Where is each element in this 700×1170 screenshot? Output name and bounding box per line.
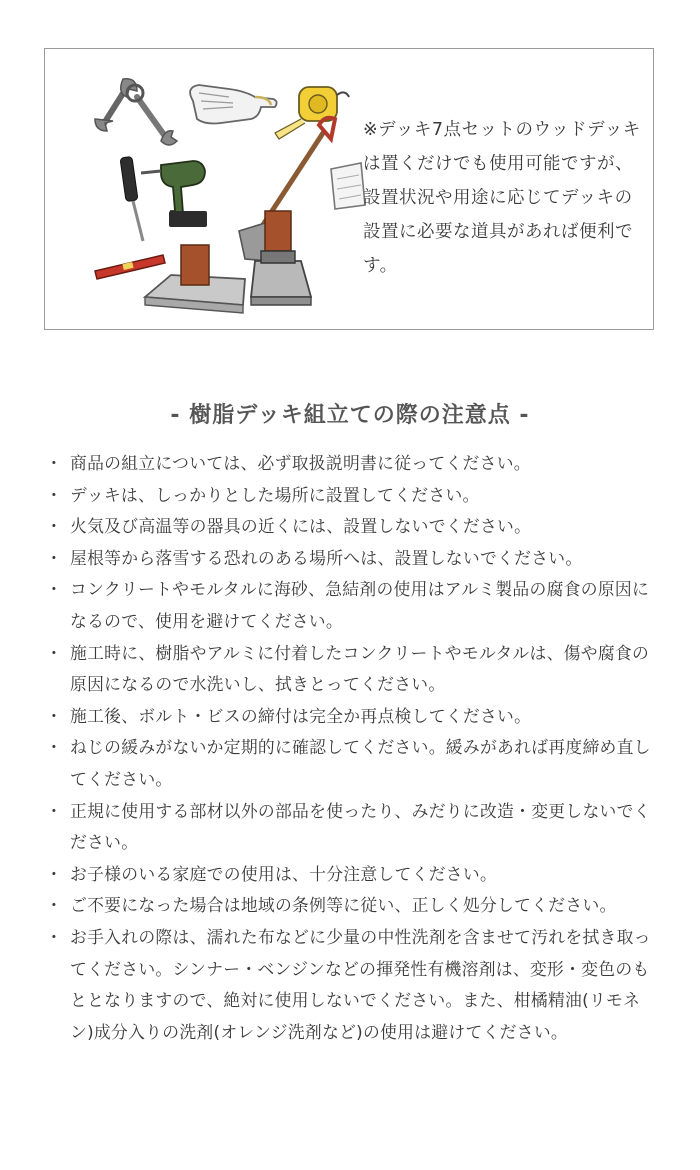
caution-item xyxy=(44,543,656,575)
caution-list xyxy=(44,448,656,1048)
caution-item-text: 商品の組立については、必ず取扱説明書に従ってください。 xyxy=(70,453,531,473)
tape-measure-icon xyxy=(275,87,349,139)
bullet-mark: ・ xyxy=(45,547,63,568)
caution-item-text: 施工時に、樹脂やアルミに付着したコンクリートやモルタルは、傷や腐食の原因になるので水洗いし、拭きとってください。 xyxy=(70,642,650,695)
spanner-icon xyxy=(127,85,177,145)
caution-item-text: デッキは、しっかりとした場所に設置してください。 xyxy=(70,484,480,505)
caution-item xyxy=(44,701,656,733)
sandpaper-icon xyxy=(331,163,365,209)
tools-note: ※デッキ7点セットのウッドデッキは置くだけでも使用可能ですが、設置状況や用途に応じてデッキの設置に必要な道具があれば便利です。 xyxy=(363,120,641,276)
caution-item xyxy=(44,638,656,701)
section-title: - 樹脂デッキ組立ての際の注意点 - xyxy=(170,403,530,428)
caution-item xyxy=(44,511,656,543)
caution-item xyxy=(44,859,656,891)
caution-item-text: お子様のいる家庭での使用は、十分注意してください。 xyxy=(70,863,498,884)
caution-item-text: コンクリートやモルタルに海砂、急結剤の使用はアルミ製品の腐食の原因になるので、使用を避けてください。 xyxy=(70,579,650,631)
caution-item xyxy=(44,732,656,795)
bullet-mark: ・ xyxy=(45,642,63,663)
caution-item-text: 施工後、ボルト・ビスの締付は完全か再点検してください。 xyxy=(70,705,532,726)
bullet-mark: ・ xyxy=(45,895,63,916)
bullet-mark: ・ xyxy=(45,705,63,726)
caution-item xyxy=(44,448,656,480)
spirit-level-icon xyxy=(95,255,165,279)
caution-item-text: 火気及び高温等の器具の近くには、設置しないでください。 xyxy=(70,516,532,537)
bullet-mark: ・ xyxy=(45,863,63,884)
caution-item-text: ご不要になった場合は地域の条例等に従い、正しく処分してください。 xyxy=(70,895,617,916)
bullet-mark: ・ xyxy=(45,484,63,505)
bullet-mark: ・ xyxy=(45,926,63,947)
caution-item xyxy=(44,922,656,1048)
bullet-mark: ・ xyxy=(45,516,63,537)
caution-item-text: 正規に使用する部材以外の部品を使ったり、みだりに改造・変更しないでください。 xyxy=(70,800,651,853)
caution-item xyxy=(44,574,656,637)
bullet-mark: ・ xyxy=(45,453,63,473)
screwdriver-icon xyxy=(120,156,143,241)
power-drill-icon xyxy=(141,161,207,227)
caution-item xyxy=(44,480,656,512)
tools-panel xyxy=(44,48,654,330)
bullet-mark: ・ xyxy=(45,579,63,600)
caution-item-text: ねじの緩みがないか定期的に確認してください。緩みがあれば再度締め直してください。 xyxy=(70,737,651,789)
tools-illustration xyxy=(75,61,375,323)
work-gloves-icon xyxy=(190,85,277,124)
bullet-mark: ・ xyxy=(45,737,63,758)
bullet-mark: ・ xyxy=(45,800,63,821)
caution-item-text: お手入れの際は、濡れた布などに少量の中性洗剤を含ませて汚れを拭き取ってください。シンナー・ベンジンなどの揮発性有機溶剤は、変形・変色のもととなりますので、絶対に使用しないでください。また、柑橘精油(リモネン)成分入りの洗剤(オレンジ洗剤など)の使用は避けてください。 xyxy=(70,926,651,1042)
caution-item xyxy=(44,890,656,922)
caution-item-text: 屋根等から落雪する恐れのある場所へは、設置しないでください。 xyxy=(70,547,583,568)
caution-item xyxy=(44,796,656,859)
